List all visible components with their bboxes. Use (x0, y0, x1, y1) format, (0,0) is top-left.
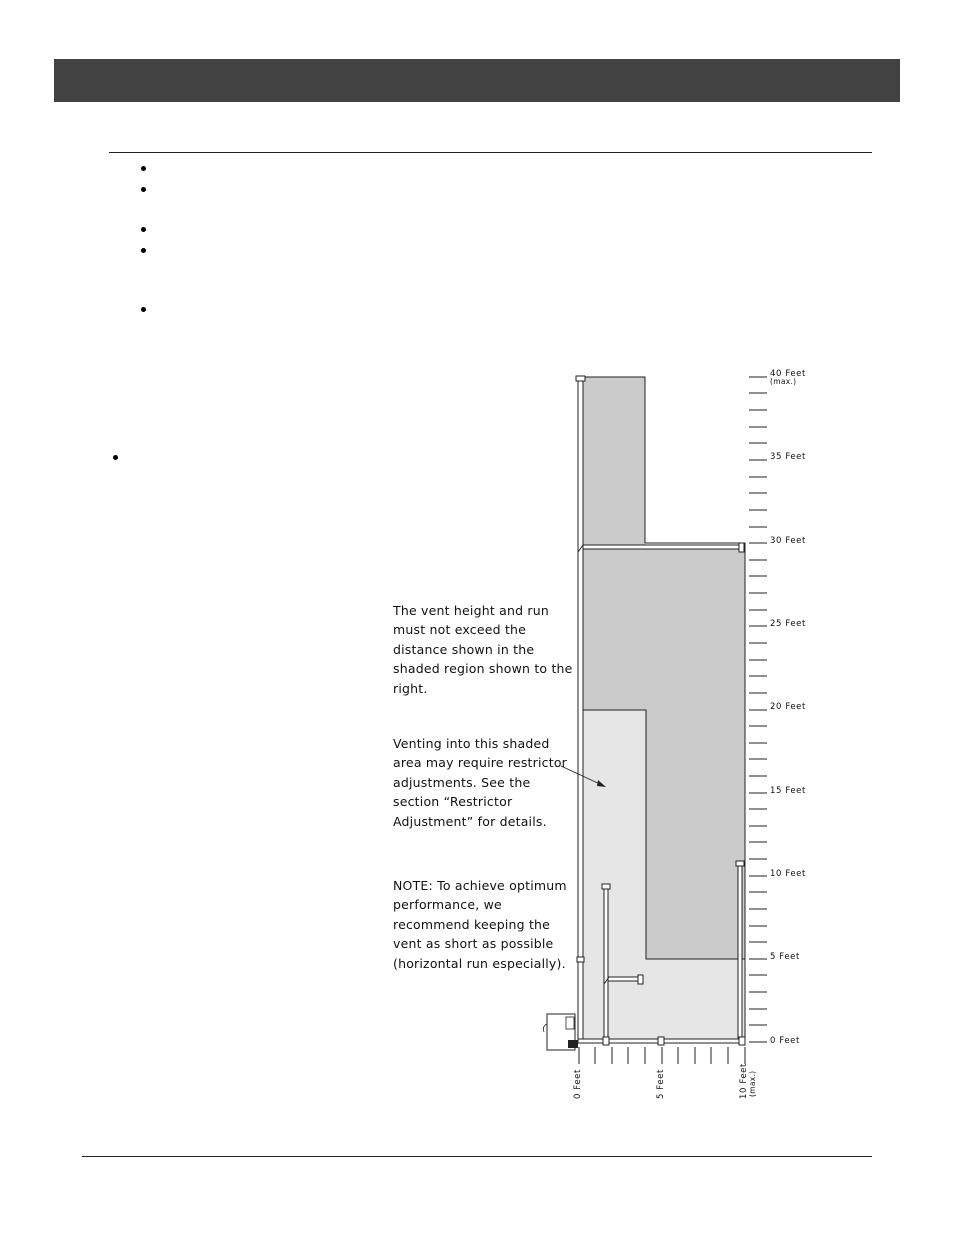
y-label-5: 5 Feet (770, 952, 800, 962)
pipe-cap-30ft (739, 543, 744, 552)
restrictor-note: Venting into this shaded area may require restrictor adjustments. See the section “Restrictor Adjustment” for details. (393, 736, 568, 829)
y-label-10: 10 Feet (770, 869, 806, 879)
horizontal-scale (579, 1047, 745, 1064)
y-label-20: 20 Feet (770, 702, 806, 712)
x-label-10-max: (max.) (748, 1070, 757, 1097)
pipe-cap-top (576, 376, 585, 381)
appliance-icon (543, 1014, 578, 1050)
pipe-joint-5ft (577, 957, 584, 962)
y-label-0: 0 Feet (770, 1036, 800, 1046)
right-vertical-pipe (738, 865, 742, 1041)
bottom-rule (82, 1156, 872, 1157)
x-label-5: 5 Feet (656, 1069, 666, 1099)
short-horizontal-cap (638, 975, 643, 984)
y-label-15: 15 Feet (770, 786, 806, 796)
y-label-35: 35 Feet (770, 452, 806, 462)
vertical-scale (749, 377, 767, 1042)
x-label-10: 10 Feet (739, 1063, 749, 1099)
y-label-25: 25 Feet (770, 619, 806, 629)
x-label-0: 0 Feet (573, 1069, 583, 1099)
middle-vertical-pipe (604, 888, 608, 1041)
vertical-main-pipe (578, 379, 583, 1041)
pipe-cap-right (736, 861, 744, 866)
y-label-40-max: (max.) (770, 377, 797, 386)
y-label-30: 30 Feet (770, 536, 806, 546)
pipe-cap-middle (602, 884, 610, 889)
y-label-40: 40 Feet (770, 369, 806, 379)
short-horizontal-pipe (608, 977, 639, 981)
optimum-note: NOTE: To achieve optimum performance, we recommend keeping the vent as short as possible (horizontal run especially). (393, 878, 567, 971)
limit-note: The vent height and run must not exceed the distance shown in the shaded region shown to the right. (393, 603, 573, 696)
horizontal-pipe-30ft (583, 545, 740, 549)
